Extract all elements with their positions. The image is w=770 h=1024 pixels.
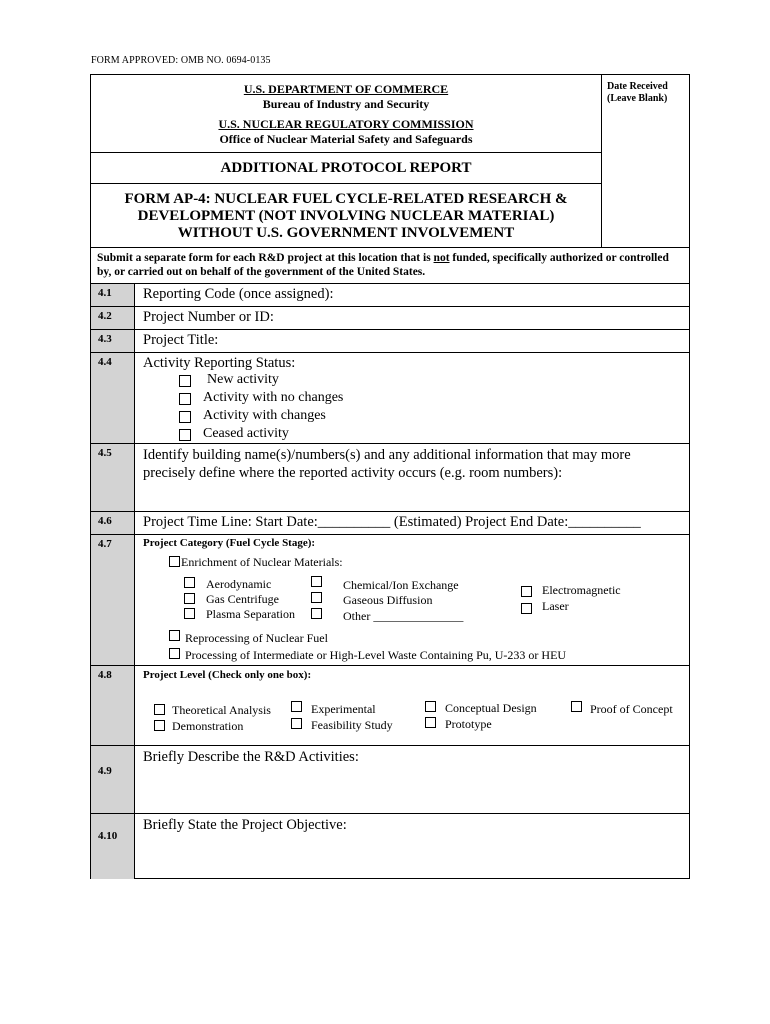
office-name: Office of Nuclear Material Safety and Safeguards <box>219 132 473 146</box>
experimental-checkbox[interactable] <box>291 701 302 712</box>
divider <box>91 534 689 535</box>
project-number-field[interactable]: Project Number or ID: <box>143 309 274 325</box>
laser-checkbox[interactable] <box>521 603 532 614</box>
enrichment-checkbox[interactable] <box>169 556 180 567</box>
divider <box>91 511 689 512</box>
form-title-line-1: FORM AP-4: NUCLEAR FUEL CYCLE-RELATED RESEARCH & <box>124 191 568 207</box>
no-changes-checkbox[interactable] <box>179 393 191 405</box>
section-number: 4.4 <box>98 356 112 368</box>
header-divider <box>601 75 602 247</box>
number-gutter <box>91 283 134 879</box>
divider <box>91 247 689 248</box>
demonstration-checkbox[interactable] <box>154 720 165 731</box>
option-label: Electromagnetic <box>542 583 621 597</box>
option-label: Theoretical Analysis <box>172 703 271 717</box>
divider <box>91 443 689 444</box>
reporting-code-field[interactable]: Reporting Code (once assigned): <box>143 286 334 302</box>
option-label: Aerodynamic <box>206 577 272 591</box>
divider <box>91 329 689 330</box>
building-label-1: Identify building name(s)/numbers(s) and any additional information that may more <box>143 447 631 463</box>
submit-note-not: not <box>433 252 450 264</box>
bureau-name: Bureau of Industry and Security <box>262 97 430 111</box>
form-approved-omb: FORM APPROVED: OMB NO. 0694-0135 <box>91 55 271 66</box>
rd-activities-field[interactable]: Briefly Describe the R&D Activities: <box>143 749 359 765</box>
divider <box>91 306 689 307</box>
option-label: Demonstration <box>172 719 244 733</box>
form-ap4 <box>90 74 690 879</box>
proof-of-concept-checkbox[interactable] <box>571 701 582 712</box>
date-received-box[interactable] <box>607 81 668 105</box>
option-label: Conceptual Design <box>445 701 537 715</box>
divider <box>91 183 601 184</box>
form-title <box>91 191 601 242</box>
new-activity-checkbox[interactable] <box>179 375 191 387</box>
submit-note-part2: funded, specifically authorized or controlled by, or carried out on behalf of the government of the United States. <box>97 252 669 278</box>
divider <box>91 745 689 746</box>
section-number: 4.9 <box>98 765 112 777</box>
gutter-divider <box>134 283 135 879</box>
form-title-line-2: DEVELOPMENT (NOT INVOLVING NUCLEAR MATERIAL) <box>137 208 555 224</box>
plasma-separation-checkbox[interactable] <box>184 608 195 619</box>
report-title: ADDITIONAL PROTOCOL REPORT <box>220 160 472 176</box>
option-label: Proof of Concept <box>590 702 673 716</box>
processing-waste-label: Processing of Intermediate or High-Level Waste Containing Pu, U-233 or HEU <box>185 648 567 662</box>
gaseous-diffusion-checkbox[interactable] <box>311 592 322 603</box>
feasibility-study-checkbox[interactable] <box>291 718 302 729</box>
nrc-name: U.S. NUCLEAR REGULATORY COMMISSION <box>218 117 474 131</box>
date-received-label: Date Received <box>607 81 668 92</box>
option-label: Ceased activity <box>203 426 289 441</box>
section-number: 4.3 <box>98 333 112 345</box>
timeline-field[interactable]: Project Time Line: Start Date:__________ (Estimated) Project End Date:__________ <box>143 514 641 530</box>
section-number: 4.5 <box>98 447 112 459</box>
section-number: 4.10 <box>98 830 118 842</box>
chemical-ion-checkbox[interactable] <box>311 576 322 587</box>
divider <box>91 283 689 284</box>
section-number: 4.6 <box>98 515 112 527</box>
dept-commerce: U.S. DEPARTMENT OF COMMERCE <box>243 82 449 96</box>
aerodynamic-checkbox[interactable] <box>184 577 195 588</box>
divider <box>91 352 689 353</box>
project-objective-field[interactable]: Briefly State the Project Objective: <box>143 817 347 833</box>
section-number: 4.1 <box>98 287 112 299</box>
leave-blank-label: (Leave Blank) <box>607 93 668 104</box>
divider <box>91 152 601 153</box>
option-label: Plasma Separation <box>206 607 295 621</box>
form-title-line-3: WITHOUT U.S. GOVERNMENT INVOLVEMENT <box>177 225 515 241</box>
option-label: Activity with no changes <box>203 390 344 405</box>
divider <box>91 665 689 666</box>
submit-note-part1: Submit a separate form for each R&D project at this location that is <box>97 252 434 264</box>
theoretical-analysis-checkbox[interactable] <box>154 704 165 715</box>
section-number: 4.2 <box>98 310 112 322</box>
prototype-checkbox[interactable] <box>425 717 436 728</box>
reprocessing-label: Reprocessing of Nuclear Fuel <box>185 631 328 645</box>
processing-waste-checkbox[interactable] <box>169 648 180 659</box>
building-field[interactable] <box>143 446 631 482</box>
building-label-2: precisely define where the reported activity occurs (e.g. room numbers): <box>143 465 563 481</box>
option-label: Gas Centrifuge <box>206 592 279 606</box>
project-level-label: Project Level (Check only one box): <box>143 669 312 681</box>
enrichment-label: Enrichment of Nuclear Materials: <box>181 555 343 569</box>
option-label: Activity with changes <box>203 408 326 423</box>
ceased-checkbox[interactable] <box>179 429 191 441</box>
activity-status-label: Activity Reporting Status: <box>143 355 296 371</box>
with-changes-checkbox[interactable] <box>179 411 191 423</box>
option-label: New activity <box>207 372 279 387</box>
divider <box>91 813 689 814</box>
option-label: Feasibility Study <box>311 718 393 732</box>
electromagnetic-checkbox[interactable] <box>521 586 532 597</box>
option-label: Experimental <box>311 702 376 716</box>
other-checkbox[interactable] <box>311 608 322 619</box>
reprocessing-checkbox[interactable] <box>169 630 180 641</box>
option-label: Laser <box>542 599 569 613</box>
conceptual-design-checkbox[interactable] <box>425 701 436 712</box>
option-label: Prototype <box>445 717 492 731</box>
submit-note <box>97 251 685 279</box>
project-title-field[interactable]: Project Title: <box>143 332 219 348</box>
section-number: 4.8 <box>98 669 112 681</box>
project-category-label: Project Category (Fuel Cycle Stage): <box>143 537 316 549</box>
option-label: Gaseous Diffusion <box>343 593 433 607</box>
gas-centrifuge-checkbox[interactable] <box>184 593 195 604</box>
option-label[interactable]: Other _______________ <box>343 609 464 623</box>
option-label: Chemical/Ion Exchange <box>343 578 459 592</box>
section-number: 4.7 <box>98 538 112 550</box>
